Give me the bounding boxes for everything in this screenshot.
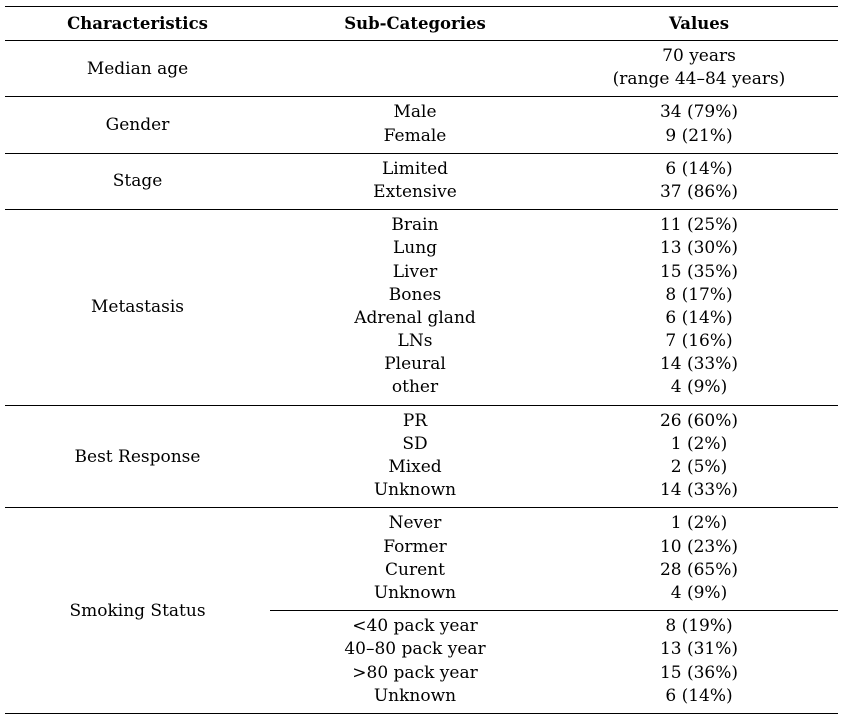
value-line: 34 (79%) — [659, 102, 739, 123]
sub-line: Lung — [392, 238, 438, 259]
subs-metastasis — [270, 210, 560, 405]
sub-line: Mixed — [388, 457, 442, 477]
sub-line: LNs — [397, 331, 433, 352]
value-line: 1 (2%) — [670, 433, 728, 454]
value-line: 10 (23%) — [659, 536, 739, 557]
sub-line: Pleural — [384, 354, 446, 375]
subs-median-age — [270, 41, 560, 96]
subs-gender — [270, 97, 560, 152]
sub-line: Curent — [385, 559, 445, 580]
sub-line: Extensive — [373, 181, 457, 202]
sub-line: 40–80 pack year — [344, 639, 486, 660]
label-smoking-status: Smoking Status — [69, 600, 206, 621]
sub-line: <40 pack year — [352, 616, 478, 637]
sub-line: SD — [402, 433, 428, 454]
values-pack-year — [560, 611, 838, 713]
values-stage — [560, 154, 838, 209]
sub-line: Former — [383, 536, 447, 557]
values-metastasis — [560, 210, 838, 405]
value-line: 6 (14%) — [665, 158, 733, 179]
values-smoking-status — [560, 508, 838, 610]
value-line: 28 (65%) — [659, 559, 739, 580]
sub-line: Unknown — [373, 582, 457, 603]
sub-line: Never — [388, 513, 442, 534]
sub-line: PR — [402, 410, 428, 431]
sub-line: Unknown — [373, 480, 457, 501]
value-line: 7 (16%) — [665, 331, 733, 352]
smoking-status-subgroup — [270, 508, 838, 611]
value-line: 37 (86%) — [659, 181, 739, 202]
value-line: 26 (60%) — [659, 410, 739, 431]
value-line: 9 (21%) — [665, 125, 733, 146]
values-median-age — [560, 41, 838, 96]
row-stage — [5, 154, 838, 210]
value-line: 8 (19%) — [665, 616, 733, 637]
row-gender — [5, 97, 838, 153]
label-stage: Stage — [112, 171, 163, 192]
header-sub-categories: Sub-Categories — [344, 14, 486, 33]
value-line: 15 (36%) — [659, 662, 739, 683]
label-gender: Gender — [105, 115, 170, 136]
value-line: 11 (25%) — [659, 215, 739, 236]
sub-line: Brain — [391, 215, 439, 236]
value-line: 4 (9%) — [670, 582, 728, 603]
header-values: Values — [668, 14, 730, 33]
value-line: 14 (33%) — [659, 354, 739, 375]
label-median-age: Median age — [86, 58, 189, 79]
smoking-subgroups — [270, 508, 838, 713]
sub-line: Bones — [388, 284, 442, 305]
sub-line: Female — [383, 125, 447, 146]
value-line: 6 (14%) — [665, 307, 733, 328]
value-line: (range 44–84 years) — [612, 69, 786, 90]
value-line: 6 (14%) — [665, 685, 733, 706]
row-median-age — [5, 41, 838, 97]
sub-line: Liver — [392, 261, 438, 282]
value-line: 15 (35%) — [659, 261, 739, 282]
header-characteristics: Characteristics — [67, 14, 208, 33]
sub-line: Limited — [381, 158, 449, 179]
sub-line: Adrenal gland — [354, 307, 476, 328]
subs-best-response — [270, 406, 560, 508]
value-line: 4 (9%) — [670, 377, 728, 398]
row-smoking-status — [5, 508, 838, 713]
value-line: 13 (30%) — [659, 238, 739, 259]
values-gender — [560, 97, 838, 152]
value-line: 13 (31%) — [659, 639, 739, 660]
characteristics-table — [5, 6, 838, 714]
pack-year-subgroup — [270, 611, 838, 713]
sub-line: other — [391, 377, 439, 398]
values-best-response — [560, 406, 838, 508]
value-line: 1 (2%) — [670, 513, 728, 534]
value-line: 70 years — [662, 46, 736, 66]
subs-pack-year — [270, 611, 560, 713]
label-metastasis: Metastasis — [90, 297, 184, 318]
value-line: 14 (33%) — [659, 480, 739, 501]
subs-smoking-status — [270, 508, 560, 610]
row-metastasis — [5, 210, 838, 406]
row-best-response — [5, 406, 838, 509]
label-best-response: Best Response — [74, 446, 201, 467]
sub-line: >80 pack year — [352, 662, 478, 683]
value-line: 8 (17%) — [665, 284, 733, 305]
value-line: 2 (5%) — [670, 457, 728, 477]
sub-line: Unknown — [373, 685, 457, 706]
table-header — [5, 7, 838, 41]
subs-stage — [270, 154, 560, 209]
sub-line: Male — [393, 102, 437, 123]
